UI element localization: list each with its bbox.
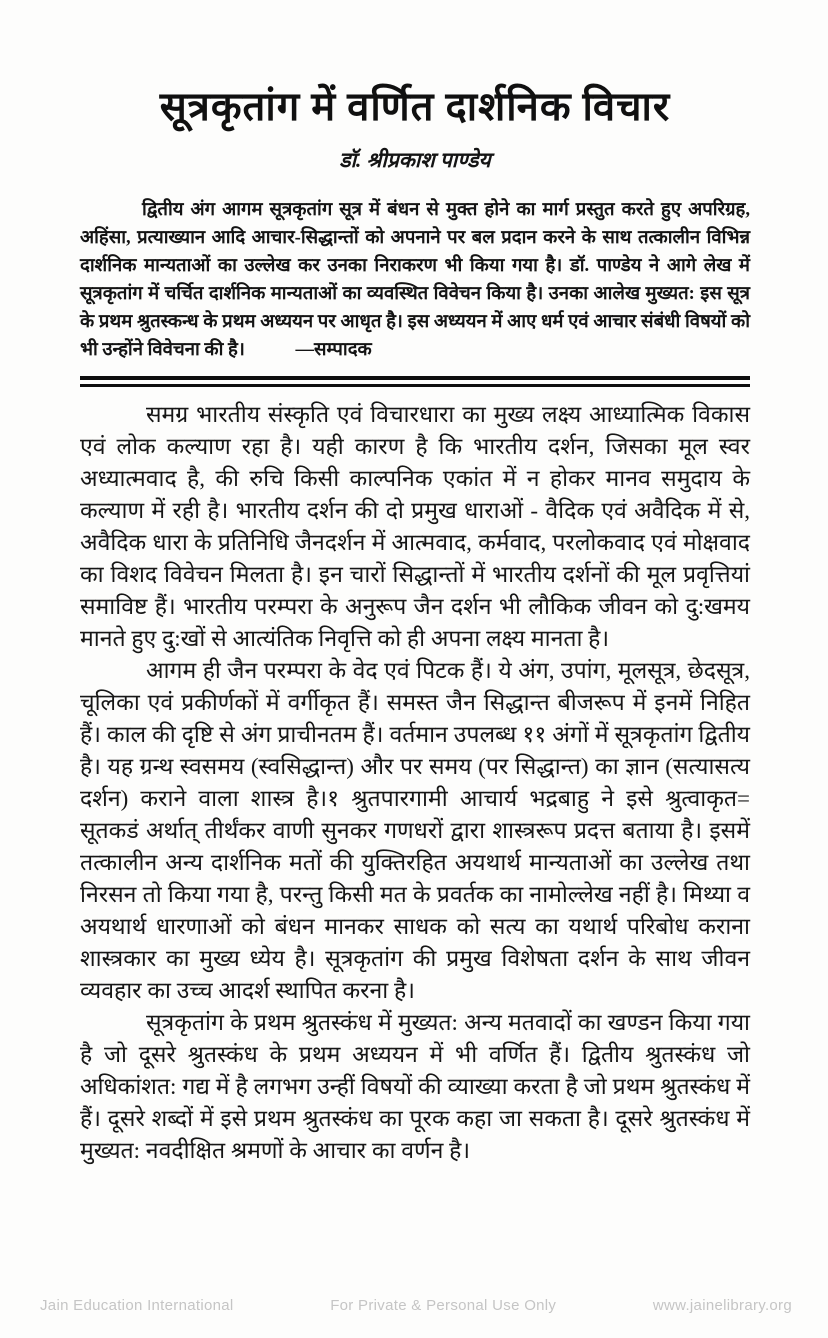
abstract-text: द्वितीय अंग आगम सूत्रकृतांग सूत्र में बंधन से मुक्त होने का मार्ग प्रस्तुत करते हुए अपरिग्रह, अहिंसा, प्रत्याख्यान आदि आचार-सिद्धान्तों को अपनाने पर बल प्रदान करने के साथ तत्कालीन विभिन्न दार्शनिक मान्यताओं का उल्लेख कर उनका निराकरण भी किया गया है। डॉ. पाण्डेय ने आगे लेख में सूत्रकृतांग में चर्चित दार्शनिक मान्यताओं का व्यवस्थित विवेचन किया है। उनका आलेख मुख्यत: इस सूत्र के प्रथम श्रुतस्कन्ध के प्रथम अध्ययन पर आधृत है। इस अध्ययन में आए धर्म एवं आचार संबंधी विषयों को भी उन्होंने विवेचना की है। <box>80 200 750 360</box>
footer-usage-note: For Private & Personal Use Only <box>330 1297 557 1314</box>
body-paragraph: समग्र भारतीय संस्कृति एवं विचारधारा का मुख्य लक्ष्य आध्यात्मिक विकास एवं लोक कल्याण रहा है। यही कारण है कि भारतीय दर्शन, जिसका मूल स्वर अध्यात्मवाद है, की रुचि किसी काल्पनिक एकांत में न होकर मानव समुदाय के कल्याण में रही है। भारतीय दर्शन की दो प्रमुख धाराओं - वैदिक एवं अवैदिक में से, अवैदिक धारा के प्रतिनिधि जैनदर्शन में आत्मवाद, कर्मवाद, परलोकवाद एवं मोक्षवाद का विशद विवेचन मिलता है। इन चारों सिद्धान्तों में भारतीय दर्शनों की मूल प्रवृत्तियां समाविष्ट हैं। भारतीय परम्परा के अनुरूप जैन दर्शन भी लौकिक जीवन को दु:खमय मानते हुए दु:खों से आत्यंतिक निवृत्ति को ही अपना लक्ष्य मानता है। <box>80 402 750 651</box>
article-body <box>80 399 750 1167</box>
page-content <box>80 0 750 1167</box>
editor-abstract <box>80 196 750 364</box>
editor-signature: —सम्पादक <box>295 340 372 360</box>
article-title: सूत्रकृतांग में वर्णित दार्शनिक विचार <box>159 84 671 129</box>
footer-publisher: Jain Education International <box>40 1297 234 1314</box>
footer-website: www.jainelibrary.org <box>652 1297 792 1314</box>
body-paragraph: सूत्रकृतांग के प्रथम श्रुतस्कंध में मुख्यत: अन्य मतवादों का खण्डन किया गया है जो दूसरे श्रुतस्कंध के प्रथम अध्ययन में भी वर्णित हैं। द्वितीय श्रुतस्कंध जो अधिकांशत: गद्य में है लगभग उन्हीं विषयों की व्याख्या करता है जो प्रथम श्रुतस्कंध में हैं। दूसरे शब्दों में इसे प्रथम श्रुतस्कंध का पूरक कहा जा सकता है। दूसरे श्रुतस्कंध में मुख्यत: नवदीक्षित श्रमणों के आचार का वर्णन है। <box>80 1010 750 1163</box>
section-divider-rule <box>80 376 750 387</box>
page-footer <box>40 1297 792 1314</box>
body-paragraph: आगम ही जैन परम्परा के वेद एवं पिटक हैं। ये अंग, उपांग, मूलसूत्र, छेदसूत्र, चूलिका एवं प्रकीर्णकों में वर्गीकृत हैं। समस्त जैन सिद्धान्त बीजरूप में इनमें निहित हैं। काल की दृष्टि से अंग प्राचीनतम हैं। वर्तमान उपलब्ध ११ अंगों में सूत्रकृतांग द्वितीय है। यह ग्रन्थ स्वसमय (स्वसिद्धान्त) और पर समय (पर सिद्धान्त) का ज्ञान (सत्यासत्य दर्शन) कराने वाला शास्त्र है।१ श्रुतपारगामी आचार्य भद्रबाहु ने इसे श्रुत्वाकृत= सूतकडं अर्थात् तीर्थंकर वाणी सुनकर गणधरों द्वारा शास्त्ररूप प्रदत्त बताया है। इसमें तत्कालीन अन्य दार्शनिक मतों की युक्तिरहित अयथार्थ मान्यताओं का उल्लेख तथा निरसन तो किया गया है, परन्तु किसी मत के प्रवर्तक का नामोल्लेख नहीं है। मिथ्या व अयथार्थ धारणाओं को बंधन मानकर साधक को सत्य का यथार्थ परिबोध कराना शास्त्रकार का मुख्य ध्येय है। सूत्रकृतांग की प्रमुख विशेषता दर्शन के साथ जीवन व्यवहार का उच्च आदर्श स्थापित करना है। <box>80 658 750 1003</box>
author-name: डॉ. श्रीप्रकाश पाण्डेय <box>339 148 491 172</box>
